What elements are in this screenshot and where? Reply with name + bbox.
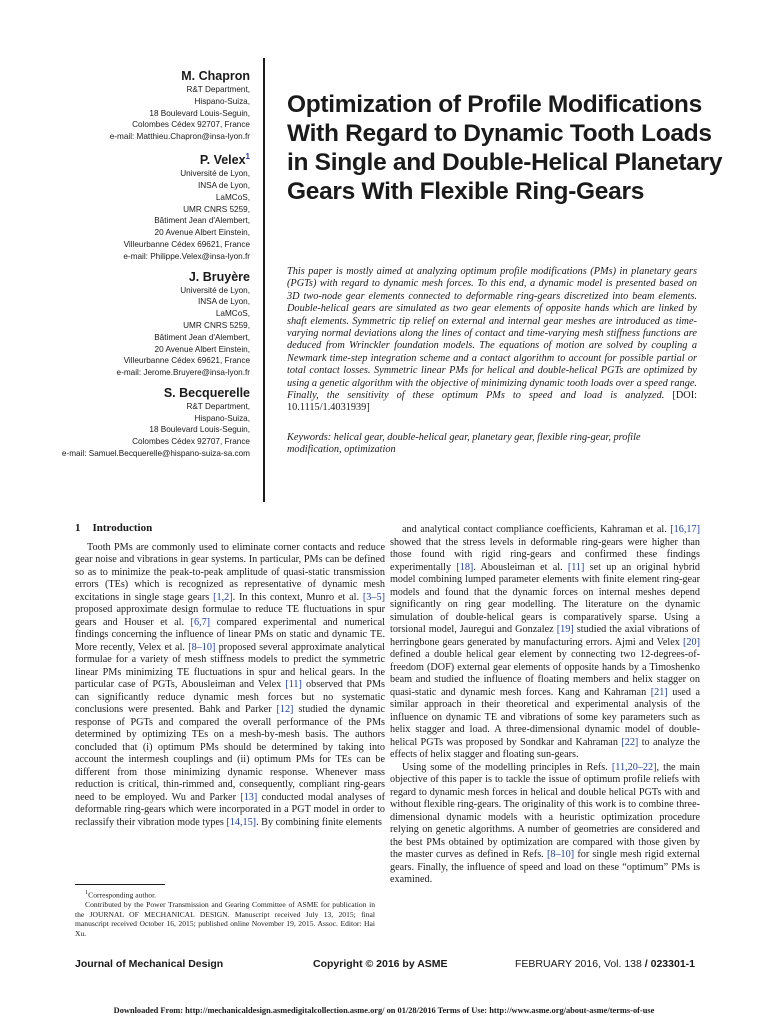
affiliation-line: R&T Department, <box>186 401 250 411</box>
footer-issue: FEBRUARY 2016, Vol. 138 / 023301-1 <box>515 958 695 970</box>
text-run: showed that the stress levels in deformable ring-gears were higher than those found with rigid ring-gears and confirmed these findings experimentally <box>390 536 700 573</box>
citation-link[interactable]: [21] <box>650 686 668 698</box>
text-run: used a similar approach in their theoretical and experimental analysis of the influence on dynamic TE and vibrations of some key parameters such as helix stagger and load. A three-dimensional dynamic model of double-helical PGTs was proposed by Sondkar and Kahraman <box>390 686 700 748</box>
citation-link[interactable]: [11] <box>567 561 585 573</box>
footer-copyright: Copyright © 2016 by ASME <box>313 958 448 970</box>
paragraph <box>75 542 385 830</box>
author-footnote-marker[interactable]: 1 <box>245 151 250 161</box>
text-run: set up an original hybrid model combining lumped parameter elements with finite element ring-gear models and found that the dynamic forces on internal meshes depend significantly on ring gear modelling. The literature on the dynamic simulation of double-helical gears is comparatively sparse. Using a torsional model, Jauregui and Gonzalez <box>390 561 701 635</box>
text-run: . In this context, Munro et al. <box>232 591 363 603</box>
text-run: proposed approximate design formulae to reduce TE fluctuations in spur gears and Houser et al. <box>75 604 385 628</box>
citation-link[interactable]: [16,17] <box>670 524 700 535</box>
affiliation-line: 18 Boulevard Louis-Seguin, <box>149 108 250 118</box>
citation-link[interactable]: [18] <box>456 561 474 573</box>
footnote-marker: 1 <box>85 889 89 896</box>
author-email[interactable]: e-mail: Jerome.Bruyere@insa-lyon.fr <box>116 368 250 378</box>
paragraph <box>390 762 700 887</box>
author-name: P. Velex$^1$ <box>199 151 250 168</box>
text-run: compared experimental and numerical findings concerning the influence of linear PMs on static and dynamic TE. More recently, Velex et al. <box>75 616 385 653</box>
text-run: conducted modal analyses of deformable ring-gears which were incorporated in a PGT model in order to reclassify their vibration mode types <box>75 791 385 828</box>
author-email[interactable]: e-mail: Matthieu.Chapron@insa-lyon.fr <box>109 132 250 142</box>
text-run: proposed several approximate analytical formulae for a variety of mesh stiffness models to predict the symmetric linear PMs minimizing TE fluctuations in spur and helical gears. In the particular case of PGTs, Abousleiman and Velex <box>75 641 385 690</box>
citation-link[interactable]: [22] <box>621 736 639 748</box>
vertical-rule <box>263 58 265 502</box>
section-number: 1 <box>75 522 81 534</box>
author <box>40 149 250 263</box>
author-block <box>40 68 250 466</box>
abstract <box>287 266 697 415</box>
author <box>40 269 250 379</box>
text-run: and analytical contact compliance coefficients, Kahraman et al. <box>402 524 671 535</box>
paragraph <box>390 524 700 762</box>
text-run: defined a double helical gear element by connecting two 12-degrees-of-freedom (DOF) external gear elements of opposite hands by a Timoshenko beam and studied the influence of floating members and helix stagger on quasi-static and dynamic mesh forces. Kang and Kahraman <box>390 649 700 698</box>
affiliation-line: Bâtiment Jean d'Alembert, <box>154 332 250 342</box>
citation-link[interactable]: [19] <box>556 624 574 635</box>
text-run: studied the dynamic response of PGTs and compared the overall performance of the PMs determined by optimizing TEs on a mesh-by-mesh basis. The authors concluded that (i) optimum PMs should be determined by taking into account the intermesh couplings and (ii) optimum PMs for TEs can be different from those minimizing dynamic response. Whenever mass reduction is critical, thin-rimmed and, consequently, compliant ring-gears need to be employed. Wu and Parker <box>75 704 385 803</box>
affiliation-line: R&T Department, <box>186 85 250 94</box>
citation-link[interactable]: [11,20–22] <box>611 761 657 773</box>
citation-link[interactable]: [14,15] <box>226 816 257 828</box>
author-email[interactable]: e-mail: Philippe.Velex@insa-lyon.fr <box>123 251 250 261</box>
download-notice: Downloaded From: http://mechanicaldesign.asmedigitalcollection.asme.org/ on 01/28/2016 Terms of Use: http://www.asme.org/about-asme/terms-of-use <box>113 1006 655 1015</box>
keywords: Keywords: helical gear, double-helical gear, planetary gear, flexible ring-gear, profile modification, optimization <box>287 432 641 456</box>
affiliation-line: Colombes Cédex 92707, France <box>132 437 250 447</box>
right-column <box>390 524 700 887</box>
affiliation-line: LaMCoS, <box>215 192 250 202</box>
footer-article-number: 023301-1 <box>650 958 695 970</box>
citation-link[interactable]: [1,2] <box>213 591 233 603</box>
citation-link[interactable]: [3–5] <box>362 591 385 603</box>
affiliation-line: INSA de Lyon, <box>197 180 250 190</box>
citation-link[interactable]: [11] <box>285 679 302 690</box>
affiliation-line: Université de Lyon, <box>180 169 250 179</box>
left-body <box>75 542 385 830</box>
footnote-submission: Contributed by the Power Transmission and Gearing Committee of ASME for publication in the JOURNAL OF MECHANICAL DESIGN. Manuscript received July 13, 2015; final manuscript received October 16, 2015; published online November 19, 2015. Assoc. Editor: Hai Xu. <box>75 900 375 938</box>
right-body <box>390 524 700 887</box>
affiliation-line: Bâtiment Jean d'Alembert, <box>154 216 250 226</box>
citation-link[interactable]: [20] <box>683 636 700 648</box>
footnotes <box>75 888 375 939</box>
section-heading <box>75 522 385 535</box>
affiliation-line: UMR CNRS 5259, <box>183 320 250 330</box>
footer-journal: Journal of Mechanical Design <box>75 958 224 970</box>
citation-link[interactable]: [8–10] <box>188 641 216 653</box>
citation-link[interactable]: [13] <box>240 791 258 803</box>
text-run: studied the axial vibrations of herringbone gears generated by manufacturing errors. Ajmi and Velex <box>390 624 700 648</box>
author <box>40 68 250 143</box>
left-column <box>75 522 385 829</box>
doi-link[interactable]: [DOI: 10.1115/1.4031939] <box>287 390 697 414</box>
text-run: , the main objective of this paper is to tackle the issue of optimum profile reliefs with regard to dynamic mesh forces in helical and double helical PGTs with and without flexible ring-gears. The originality of this work is to combine three-dimensional dynamic models with a heuristic optimization procedure relying on genetic algorithms. A number of geometries are considered and the best PMs obtained by optimization are compared with those given by the master curves as defined in Refs. <box>390 761 700 860</box>
affiliation-line: 20 Avenue Albert Einstein, <box>154 344 250 354</box>
citation-link[interactable]: [8–10] <box>546 849 575 860</box>
footnote-rule <box>75 884 165 885</box>
affiliation-line: INSA de Lyon, <box>197 297 250 307</box>
text-run: observed that PMs can significantly reduce dynamic mesh forces but no systematic conclusions were presented. Bahk and Parker <box>75 679 385 715</box>
affiliation-line: Villeurbanne Cédex 69621, France <box>123 239 250 249</box>
paper-title: Optimization of Profile Modifications With Regard to Dynamic Tooth Loads in Single and Double-Helical Planetary Gears With Flexible Ring-Gears <box>287 91 723 205</box>
affiliation-line: 18 Boulevard Louis-Seguin, <box>149 425 250 435</box>
author <box>40 385 250 460</box>
affiliation-line: LaMCoS, <box>215 309 250 319</box>
affiliation-line: Villeurbanne Cédex 69621, France <box>123 356 250 366</box>
footnote-corresponding: $^1$Corresponding author. <box>85 889 157 900</box>
affiliation-line: Colombes Cédex 92707, France <box>132 120 250 130</box>
affiliation-line: Hispano-Suiza, <box>194 96 250 106</box>
abstract-text: This paper is mostly aimed at analyzing optimum profile modifications (PMs) in planetary gears (PGTs) with regard to dynamic mesh forces. To this end, a dynamic model is presented based on 3D two-node gear elements connected to deformable ring-gears discretized into beam elements. Double-helical gears are simulated as two gear elements of opposite hands which are linked by shaft elements. Symmetric tip relief on external and internal gear meshes are introduced as time-varying normal deviations along the lines of contact and time-varying mesh stiffness functions are deduced from Wrinckler foundation models. The equations of motion are solved by coupling a Newmark time-step integration scheme and a contact algorithm to account for possible partial or total contact losses. Symmetric linear PMs for helical and double-helical PGTs are optimized by using a genetic algorithm with the objective of minimizing dynamic tooth loads over a speed range. Finally, the sensitivity of these optimum PMs to speed and load is analyzed. <box>287 266 697 402</box>
section-title: Introduction <box>92 522 153 534</box>
text-run: to analyze the effects of helix stagger and floating sun-gears. <box>390 736 700 760</box>
author-name: J. Bruyère <box>188 269 250 284</box>
text-run: for single mesh rigid external gears. Finally, the influence of speed and load on these “optimum” PMs is examined. <box>390 849 700 885</box>
affiliation-line: UMR CNRS 5259, <box>183 204 250 214</box>
author-email[interactable]: e-mail: Samuel.Becquerelle@hispano-suiza-sa.com <box>61 449 250 459</box>
affiliation-line: Hispano-Suiza, <box>194 413 250 423</box>
text-run: . By combining finite elements <box>256 816 382 828</box>
author-name: S. Becquerelle <box>163 385 250 400</box>
affiliation-line: Université de Lyon, <box>180 285 250 295</box>
page-footer <box>75 958 695 972</box>
text-run: Tooth PMs are commonly used to eliminate corner contacts and reduce gear noise and vibrations in gear systems. In particular, PMs can be defined so as to minimize the peak-to-peak amplitude of quasi-static transmission errors (TEs) which is recognized as representative of dynamic mesh excitations in single stage gears <box>75 541 385 603</box>
text-run: Using some of the modelling principles in Refs. <box>402 761 612 773</box>
author-name: M. Chapron <box>181 69 250 83</box>
affiliation-line: 20 Avenue Albert Einstein, <box>154 228 250 238</box>
citation-link[interactable]: [6,7] <box>190 616 211 628</box>
citation-link[interactable]: [12] <box>276 704 294 715</box>
text-run: . Abousleiman et al. <box>473 561 568 573</box>
